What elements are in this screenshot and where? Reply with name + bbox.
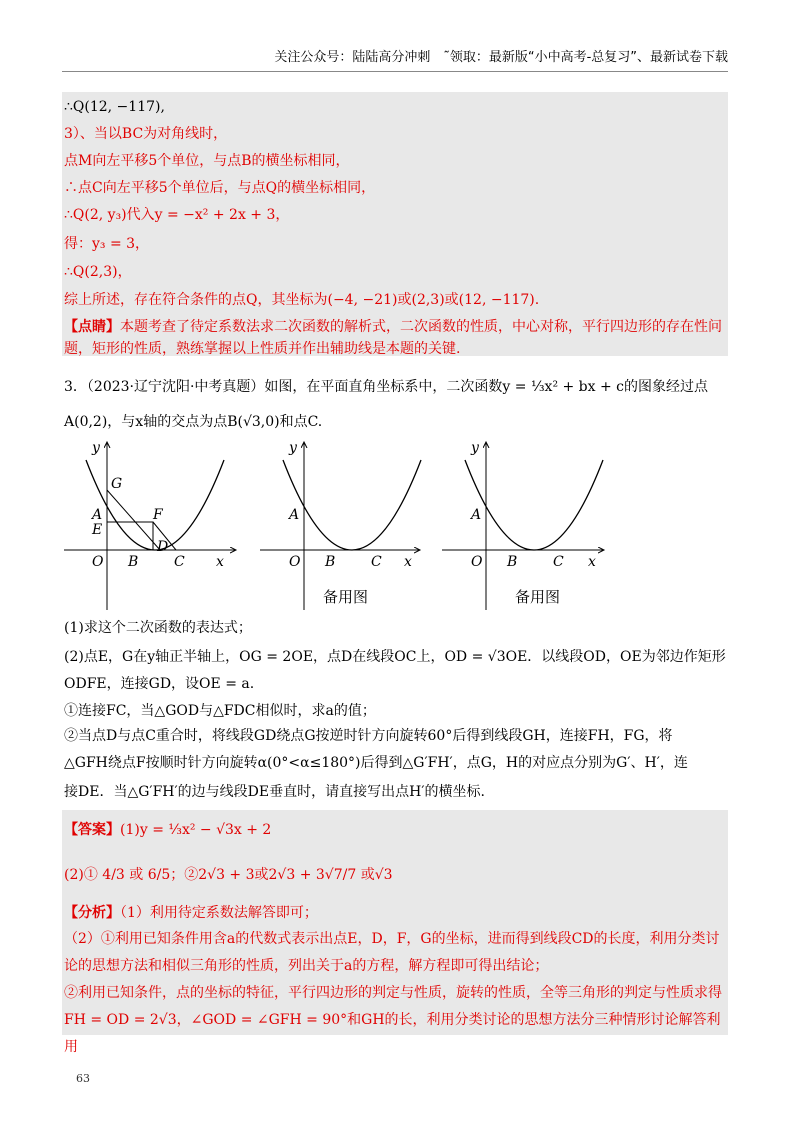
question-1: (1)求这个二次函数的表达式；	[64, 620, 252, 636]
fig3-label-B: B	[507, 554, 518, 570]
fig3-label-A: A	[471, 507, 482, 523]
answer-line-1	[64, 820, 271, 840]
solution-line-2: 3）、当以BC为对角线时，	[64, 126, 228, 142]
fig1-label-E: E	[92, 522, 103, 538]
question-2c: ①连接FC，当△GOD与△FDC相似时，求a的值；	[64, 703, 376, 719]
analysis-text-1: （1）利用待定系数法解答即可；	[120, 905, 318, 921]
question-2b: ODFE，连接GD，设OE = a.	[64, 676, 255, 692]
fig1-label-O: O	[92, 554, 104, 570]
question-2d: ②当点D与点C重合时，将线段GD绕点G按逆时针方向旋转60°后得到线段GH，连接FH，FG，将	[64, 728, 673, 744]
solution-line-7: ∴Q(2,3)，	[64, 264, 132, 280]
answer-tag: 【答案】	[64, 822, 120, 838]
fig3-label-C: C	[553, 554, 564, 570]
fig1-label-G: G	[111, 476, 123, 492]
fig2-label-B: B	[325, 554, 336, 570]
solution-line-3: 点M向左平移5个单位，与点B的横坐标相同，	[64, 153, 350, 169]
comment-tag: 【点睛】	[64, 319, 120, 335]
fig3-label-O: O	[471, 554, 483, 570]
solution-line-4: ∴点C向左平移5个单位后，与点Q的横坐标相同，	[64, 180, 376, 196]
analysis-tag: 【分析】	[64, 905, 120, 921]
answer-part-1: (1)y = ⅓x² − √3x + 2	[120, 822, 272, 838]
analysis-line-1	[64, 903, 318, 923]
figure-backup-1	[260, 440, 421, 610]
fig1-label-B: B	[128, 554, 139, 570]
page-number: 63	[76, 1072, 90, 1085]
question-2a: (2)点E，G在y轴正半轴上，OG = 2OE，点D在线段OC上，OD = √3OE．以线段OD，OE为邻边作矩形	[64, 649, 726, 665]
analysis-text-3: ②利用已知条件，点的坐标的特征，平行四边形的判定与性质，旋转的性质，全等三角形的判定与性质求得FH = OD = 2√3，∠GOD = ∠GFH = 90°和GH的长，利用分类讨论的思想方法分三种情形讨论解答利用	[64, 985, 722, 1055]
fig1-label-y: y	[92, 440, 100, 456]
comment-paragraph	[64, 316, 730, 360]
question-2e: △GFH绕点F按顺时针方向旋转α(0°<α≤180°)后得到△G′FH′，点G，H的对应点分别为G′、H′，连	[64, 755, 688, 771]
solution-line-1: ∴Q(12, −117),	[64, 99, 165, 115]
problem-intro-2: A(0,2)，与x轴的交点为点B(√3,0)和点C.	[64, 414, 323, 430]
backup-caption-2: 备用图	[515, 588, 561, 606]
figure-main	[64, 440, 236, 610]
solution-line-6: 得：y₃ = 3，	[64, 236, 150, 252]
fig1-label-D: D	[157, 539, 169, 555]
figure-backup-2	[442, 440, 604, 610]
problem-figures	[0, 440, 800, 620]
fig1-label-F: F	[153, 507, 163, 523]
fig1-label-x: x	[216, 554, 224, 570]
fig1-label-C: C	[174, 554, 185, 570]
fig3-label-x: x	[588, 554, 596, 570]
fig2-label-O: O	[289, 554, 301, 570]
fig3-label-y: y	[471, 440, 479, 456]
solution-line-8: 综上所述，存在符合条件的点Q，其坐标为(−4, −21)或(2,3)或(12, −117).	[64, 292, 540, 308]
problem-intro-1: 3．（2023·辽宁沈阳·中考真题）如图，在平面直角坐标系中，二次函数y = ⅓x² + bx + c的图象经过点	[64, 379, 709, 395]
solution-line-5: ∴Q(2, y₃)代入y = −x² + 2x + 3，	[64, 207, 290, 223]
answer-part-2: (2)① 4/3 或 6/5；②2√3 + 3或2√3 + 3√7/7 或√3	[64, 867, 393, 883]
header-rule	[62, 71, 728, 72]
fig2-label-A: A	[289, 507, 300, 523]
fig2-label-y: y	[289, 440, 297, 456]
comment-text: 本题考查了待定系数法求二次函数的解析式，二次函数的性质，中心对称，平行四边形的存在性问题，矩形的性质，熟练掌握以上性质并作出辅助线是本题的关键.	[64, 319, 722, 357]
analysis-text-2: （2）①利用已知条件用含a的代数式表示出点E，D，F，G的坐标，进而得到线段CD的长度，利用分类讨论的思想方法和相似三角形的性质，列出关于a的方程，解方程即可得出结论；	[64, 931, 720, 974]
page-header: 关注公众号：陆陆高分冲刺 ˜领取：最新版“小中高考-总复习”、最新试卷下载	[274, 50, 728, 65]
backup-caption-1: 备用图	[323, 588, 369, 606]
fig1-label-A: A	[92, 507, 103, 523]
question-2f: 接DE．当△G′FH′的边与线段DE垂直时，请直接写出点H′的横坐标.	[64, 784, 485, 800]
fig2-label-C: C	[371, 554, 382, 570]
fig2-label-x: x	[404, 554, 412, 570]
